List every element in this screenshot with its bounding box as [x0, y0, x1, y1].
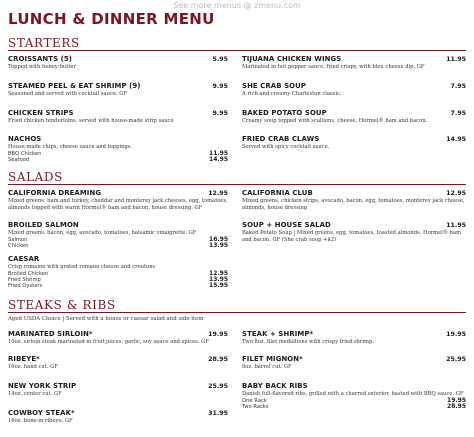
item-name: BABY BACK RIBS	[242, 382, 308, 390]
item-description: 10oz. sirloin steak marinated in fruit juices, garlic, soy sauce and spices. GF	[8, 339, 209, 345]
option-price: 19.95	[447, 396, 466, 404]
item-name: BROILED SALMON	[8, 221, 79, 229]
item-name: CROISSANTS (5)	[8, 55, 73, 63]
option-price: 15.95	[209, 282, 228, 290]
item-name: RIBEYE*	[8, 355, 40, 363]
menu-item	[8, 409, 228, 425]
menu-item	[8, 221, 228, 249]
item-description: Served with spicy cocktail sauce.	[242, 144, 330, 150]
menu-item	[8, 109, 228, 125]
item-description: 14oz. center cut. GF	[8, 391, 62, 397]
option-label: Fried Oysters	[8, 283, 43, 290]
item-description: Mixed greens, bacon, egg, avocado, tomatoes, balsamic vinaigrette. GF	[8, 230, 197, 236]
item-price: 7.95	[450, 110, 466, 117]
item-name: CAESAR	[8, 255, 40, 263]
option-price: 12.95	[209, 269, 228, 277]
item-name: TIJUANA CHICKEN WINGS	[242, 55, 342, 63]
item-price: 9.95	[212, 110, 228, 117]
item-description: Baked Potato Soup | Mixed greens, egg, tomatoes, toasted almonds, Hormel® ham and bacon. GF (She crab soup +$2)	[242, 230, 462, 243]
item-description: Creamy soup topped with scallions, cheese, Hormel® ham and bacon.	[242, 118, 428, 124]
menu-item	[242, 189, 466, 211]
section-divider	[8, 50, 466, 51]
item-price: 19.95	[446, 331, 466, 338]
item-option	[8, 243, 228, 249]
menu-item	[8, 189, 228, 211]
item-description: Mixed greens, chicken strips, avocado, bacon, egg, tomatoes, monterey jack cheese, almonds, house dressing	[242, 198, 465, 211]
item-description: Two 8oz. filet medallions with crispy fried shrimp.	[242, 339, 374, 345]
item-price: 14.95	[446, 136, 466, 143]
section-note: Aged USDA Choice | Served with a house or caesar salad and side item	[8, 316, 204, 322]
option-price: 16.95	[209, 235, 228, 243]
item-option	[242, 404, 466, 410]
option-price: 11.95	[209, 149, 228, 157]
menu-item	[242, 55, 466, 71]
item-price: 9.95	[212, 83, 228, 90]
item-name: NEW YORK STRIP	[8, 382, 77, 390]
item-name: FILET MIGNON*	[242, 355, 303, 363]
menu-item	[8, 55, 228, 71]
item-description: Crisp romaine with grated romano cheese and croutons	[8, 264, 156, 270]
item-price: 7.95	[450, 83, 466, 90]
item-option	[8, 157, 228, 163]
item-description: Seasoned and served with cocktail sauce. GF	[8, 91, 127, 97]
item-description: 8oz. barrel cut. GF	[242, 364, 292, 370]
item-description: Marinated in hot pepper sauce, fried crispy, with bleu cheese dip. GF	[242, 64, 425, 70]
option-label: One Rack	[242, 397, 267, 404]
item-name: NACHOS	[8, 135, 42, 143]
menu-item	[8, 255, 228, 290]
item-description: Topped with honey-butter	[8, 64, 76, 70]
menu-item	[242, 135, 466, 151]
option-price: 13.95	[209, 276, 228, 283]
item-price: 11.95	[446, 56, 466, 63]
section-divider	[8, 184, 466, 185]
item-price: 25.95	[446, 356, 466, 363]
option-price: 14.95	[209, 156, 228, 163]
option-label: Seafood	[8, 157, 30, 163]
item-description: Danish full-flavored ribs, grilled with a charred exterior, basted with BBQ sauce. GF	[242, 391, 464, 397]
menu-item	[242, 330, 466, 346]
item-name: COWBOY STEAK*	[8, 409, 75, 417]
menu-item	[8, 355, 228, 371]
item-name: CALIFORNIA CLUB	[242, 189, 313, 197]
option-label: Chicken	[8, 243, 29, 249]
item-name: STEAK + SHRIMP*	[242, 330, 314, 338]
menu-item	[8, 330, 228, 346]
item-price: 25.95	[208, 383, 228, 390]
section-title-steaks: STEAKS & RIBS	[8, 298, 116, 312]
section-title-starters: STARTERS	[8, 36, 80, 50]
item-price: 28.95	[208, 356, 228, 363]
menu-item	[242, 382, 466, 410]
item-name: FRIED CRAB CLAWS	[242, 135, 320, 143]
item-name: SOUP + HOUSE SALAD	[242, 221, 331, 229]
option-label: Broiled Chicken	[8, 270, 49, 277]
item-price: 11.95	[446, 222, 466, 229]
section-title-salads: SALADS	[8, 170, 63, 184]
menu-item	[242, 355, 466, 371]
item-price: 31.95	[208, 410, 228, 417]
item-option	[8, 283, 228, 289]
option-label: Salmon	[8, 236, 28, 243]
item-name: MARINATED SIRLOIN*	[8, 330, 93, 338]
section-divider	[8, 312, 466, 313]
menu-item	[8, 82, 228, 98]
item-name: SHE CRAB SOUP	[242, 82, 306, 90]
item-description: 16oz. bone-in ribeye. GF	[8, 418, 73, 424]
item-name: CALIFORNIA DREAMING	[8, 189, 102, 197]
menu-item	[242, 109, 466, 125]
item-description: House-made chips, cheese sauce and toppings.	[8, 144, 133, 150]
item-description: A rich and creamy Charleston classic.	[242, 91, 342, 97]
item-name: CHICKEN STRIPS	[8, 109, 74, 117]
item-price: 12.95	[208, 190, 228, 197]
menu-title: LUNCH & DINNER MENU	[8, 10, 215, 28]
item-description: Mixed greens, ham and turkey, cheddar and monterey jack cheeses, egg, tomatoes, almonds topped with warm Hormel® ham and bacon, house dressing. GF	[8, 198, 228, 211]
menu-item	[8, 382, 228, 398]
item-description: 16oz. hand cut. GF	[8, 364, 58, 370]
item-price: 19.95	[208, 331, 228, 338]
item-price: 5.95	[212, 56, 228, 63]
item-name: BAKED POTATO SOUP	[242, 109, 327, 117]
item-name: STEAMED PEEL & EAT SHRIMP (9)	[8, 82, 141, 90]
item-price: 12.95	[446, 190, 466, 197]
option-price: 13.95	[209, 242, 228, 249]
menu-item	[242, 82, 466, 98]
option-label: BBQ Chicken	[8, 150, 42, 157]
watermark: See more menus @ zmenu.com	[173, 1, 301, 10]
option-label: Fried Shrimp	[8, 277, 41, 283]
menu-item	[242, 221, 466, 243]
option-label: Two Racks	[242, 404, 269, 410]
option-price: 28.95	[447, 403, 466, 410]
menu-item	[8, 135, 228, 163]
item-description: Fried chicken tenderloins, served with house-made strip sauce	[8, 118, 174, 124]
